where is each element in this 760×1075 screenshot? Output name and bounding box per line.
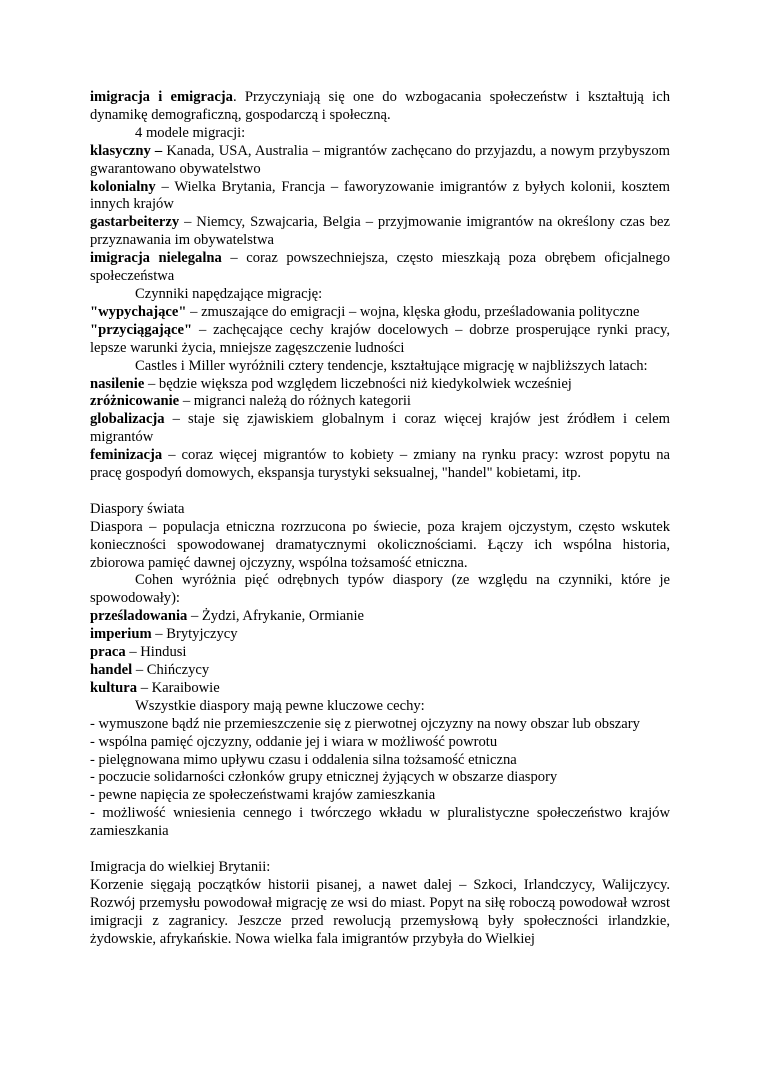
model-text: Kanada, USA, Australia – migrantów zachęcano do przyjazdu, a nowym przybyszom gwarantowano obywatelstwo: [90, 142, 670, 177]
diaspora-type-item: [90, 662, 670, 680]
diaspora-feature-item: - wspólna pamięć ojczyzny, oddanie jej i wiara w możliwość powrotu: [90, 733, 498, 750]
diaspora-type-text: – Żydzi, Afrykanie, Ormianie: [187, 608, 364, 625]
tendency-term: zróżnicowanie: [90, 393, 180, 410]
model-item: [90, 143, 670, 179]
diaspora-features-heading: Wszystkie diaspory mają pewne kluczowe cechy:: [135, 697, 425, 714]
diaspora-type-term: imperium: [90, 626, 152, 643]
tendency-item: [90, 411, 670, 447]
diaspora-type-text: – Hindusi: [125, 644, 187, 661]
tendency-item: [90, 376, 670, 394]
diaspora-feature-item: - wymuszone bądź nie przemieszczenie się z pierwotnej ojczyzny na nowy obszar lub obszary: [90, 715, 640, 732]
model-text: – Wielka Brytania, Francja – faworyzowanie imigrantów z byłych kolonii, kosztem innych krajów: [90, 178, 670, 213]
model-term: kolonialny: [90, 178, 156, 195]
diaspora-type-term: praca: [90, 644, 126, 661]
model-text: – coraz powszechniejsza, często mieszkają poza obrębem oficjalnego społeczeństwa: [90, 250, 670, 285]
diaspora-type-term: prześladowania: [90, 608, 188, 625]
model-text: – Niemcy, Szwajcaria, Belgia – przyjmowanie imigrantów na określony czas bez przyznawania im obywatelstwa: [90, 214, 670, 249]
model-item: [90, 214, 670, 250]
spacer: [90, 841, 670, 859]
factor-item: [90, 304, 670, 322]
tendency-term: nasilenie: [90, 375, 145, 392]
tendencies-heading: Castles i Miller wyróżnili cztery tendencje, kształtujące migrację w najbliższych latach:: [135, 357, 648, 374]
britain-title: Imigracja do wielkiej Brytanii:: [90, 858, 271, 875]
intro-term: imigracja i emigracja: [90, 89, 233, 105]
model-term: imigracja nielegalna: [90, 250, 222, 267]
tendency-text: – będzie większa pod względem liczebności niż kiedykolwiek wcześniej: [144, 375, 572, 392]
factor-item: [90, 322, 670, 358]
models-heading: 4 modele migracji:: [135, 124, 246, 141]
model-item: [90, 179, 670, 215]
model-term: klasyczny –: [90, 142, 163, 159]
diaspora-type-item: [90, 644, 670, 662]
tendency-term: feminizacja: [90, 447, 163, 464]
factor-term: "wypychające": [90, 303, 187, 320]
diaspora-title: Diaspory świata: [90, 500, 185, 517]
diaspora-type-item: [90, 608, 670, 626]
tendency-term: globalizacja: [90, 411, 165, 428]
diaspora-type-item: [90, 680, 670, 698]
factor-term: "przyciągające": [90, 321, 193, 338]
diaspora-feature-item: - poczucie solidarności członków grupy etnicznej żyjących w obszarze diaspory: [90, 769, 558, 786]
factor-text: – zachęcające cechy krajów docelowych – dobrze prosperujące rynki pracy, lepsze warunki życia, mniejsze zagęszczenie ludności: [90, 321, 670, 356]
diaspora-type-text: – Brytyjczycy: [151, 626, 238, 643]
tendency-item: [90, 393, 670, 411]
diaspora-definition: Diaspora – populacja etniczna rozrzucona po świecie, poza krajem ojczystym, często wskutek konieczności spowodowanej dramatycznymi okolicznościami. Łączy ich wspólna historia, zbiorowa pamięć dawnej ojczyzny, wspólna tożsamość etniczna.: [90, 518, 670, 571]
tendency-item: [90, 447, 670, 483]
diaspora-type-text: – Karaibowie: [137, 679, 220, 696]
diaspora-type-term: kultura: [90, 679, 138, 696]
factors-heading: Czynniki napędzające migrację:: [135, 285, 323, 302]
diaspora-type-item: [90, 626, 670, 644]
spacer: [90, 483, 670, 501]
diaspora-feature-item: - pewne napięcia ze społeczeństwami krajów zamieszkania: [90, 787, 436, 804]
britain-text: Korzenie sięgają początków historii pisanej, a nawet dalej – Szkoci, Irlandczycy, Walijczycy. Rozwój przemysłu powodował migrację ze wsi do miast. Popyt na siłę roboczą powodował wzrost imigracji z zagranicy. Jeszcze przed rewolucją przemysłową były społeczności irlandzkie, żydowskie, afrykańskie. Nowa wielka fala imigrantów przybyła do Wielkiej: [90, 876, 670, 947]
diaspora-type-term: handel: [90, 661, 133, 678]
tendency-text: – staje się zjawiskiem globalnym i coraz więcej krajów jest źródłem i celem migrantów: [90, 411, 670, 446]
factor-text: – zmuszające do emigracji – wojna, klęska głodu, prześladowania polityczne: [186, 303, 640, 320]
intro-paragraph: [90, 89, 670, 125]
model-term: gastarbeiterzy: [90, 214, 180, 231]
diaspora-feature-item: - możliwość wniesienia cennego i twórczego wkładu w pluralistyczne społeczeństwo krajów zamieszkania: [90, 805, 670, 840]
intro-text: . Przyczyniają się one do wzbogacania społeczeństw i kształtują ich dynamikę demograficzną, gospodarczą i społeczną.: [90, 89, 670, 123]
diaspora-types-heading: Cohen wyróżnia pięć odrębnych typów diaspory (ze względu na czynniki, które je spowodowały):: [90, 572, 670, 607]
diaspora-feature-item: - pielęgnowana mimo upływu czasu i oddalenia silna tożsamość etniczna: [90, 751, 517, 768]
tendency-text: – migranci należą do różnych kategorii: [179, 393, 411, 410]
document-page: [90, 89, 670, 948]
diaspora-type-text: – Chińczycy: [132, 661, 210, 678]
tendency-text: – coraz więcej migrantów to kobiety – zmiany na rynku pracy: wzrost popytu na pracę gospodyń domowych, ekspansja turystyki seksualnej, "handel" kobietami, itp.: [90, 447, 670, 482]
model-item: [90, 250, 670, 286]
